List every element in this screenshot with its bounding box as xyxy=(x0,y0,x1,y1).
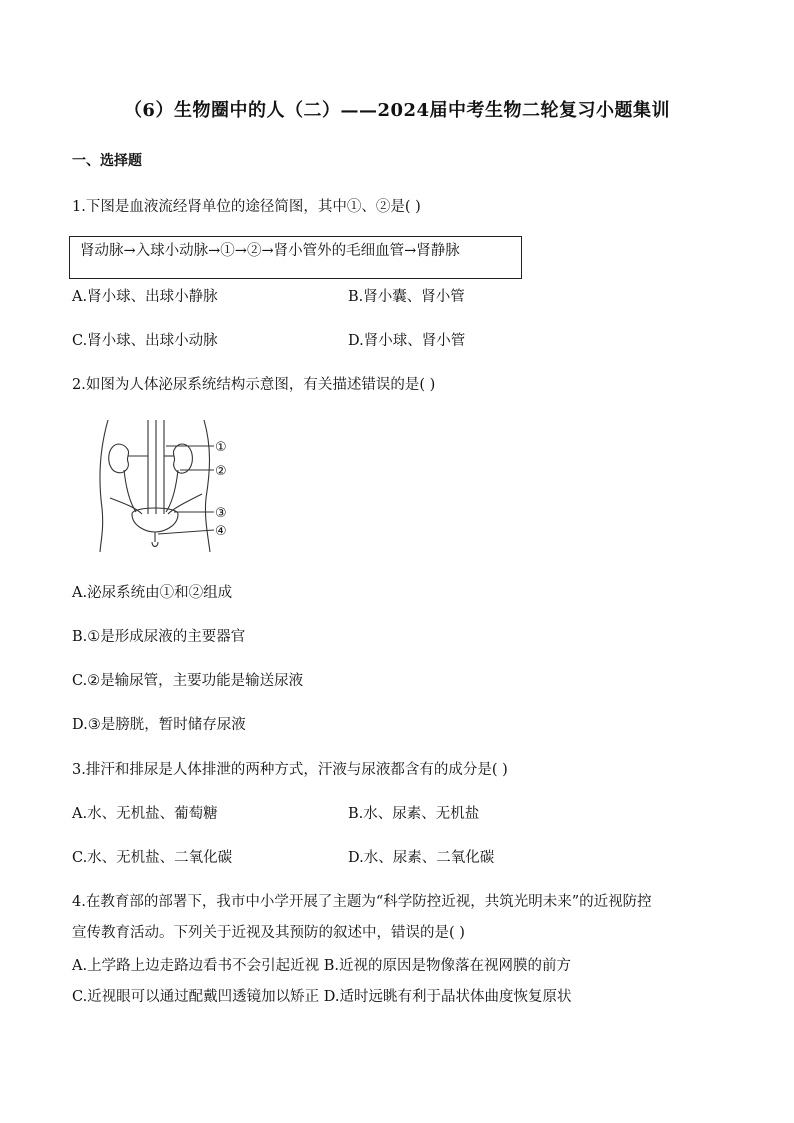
q4-options-line-1[interactable]: A.上学路上边走路边看书不会引起近视 B.近视的原因是物像落在视网膜的前方 xyxy=(72,958,571,974)
q1-option-a[interactable]: A.肾小球、出球小静脉 xyxy=(72,289,218,305)
q1-stem: 1.下图是血液流经肾单位的途径简图，其中①、②是( ) xyxy=(72,199,421,215)
q2-stem: 2.如图为人体泌尿系统结构示意图，有关描述错误的是( ) xyxy=(72,377,436,393)
diagram-label-4: ④ xyxy=(215,524,227,539)
q1-flow-box xyxy=(69,236,522,279)
right-kidney xyxy=(173,444,192,473)
diagram-label-3: ③ xyxy=(215,506,227,521)
q4-stem-line-1: 4.在教育部的部署下，我市中小学开展了主题为“科学防控近视，共筑光明未来”的近视防控 xyxy=(72,894,652,910)
q4-stem-line-2: 宣传教育活动。下列关于近视及其预防的叙述中，错误的是( ) xyxy=(72,925,465,941)
left-kidney xyxy=(109,444,129,473)
q2-option-c[interactable]: C.②是输尿管，主要功能是输送尿液 xyxy=(72,673,304,689)
q3-option-a[interactable]: A.水、无机盐、葡萄糖 xyxy=(72,806,218,822)
right-ureter xyxy=(166,470,178,512)
q2-option-b[interactable]: B.①是形成尿液的主要器官 xyxy=(72,629,246,645)
q1-option-d[interactable]: D.肾小球、肾小管 xyxy=(348,333,466,349)
q3-option-d[interactable]: D.水、尿素、二氧化碳 xyxy=(348,850,495,866)
q2-option-a[interactable]: A.泌尿系统由①和②组成 xyxy=(72,585,233,601)
q1-option-c[interactable]: C.肾小球、出球小动脉 xyxy=(72,333,218,349)
q3-stem: 3.排汗和排尿是人体排泄的两种方式，汗液与尿液都含有的成分是( ) xyxy=(72,762,508,778)
pelvis-left xyxy=(110,498,142,514)
urethra xyxy=(152,532,158,547)
q1-flow-text: 肾动脉→入球小动脉→①→②→肾小管外的毛细血管→肾静脉 xyxy=(80,243,460,259)
q2-option-d[interactable]: D.③是膀胱，暂时储存尿液 xyxy=(72,717,246,733)
urinary-system-diagram xyxy=(96,418,246,554)
diagram-label-1: ① xyxy=(215,440,227,455)
q4-options-line-2[interactable]: C.近视眼可以通过配戴凹透镜加以矫正 D.适时远眺有利于晶状体曲度恢复原状 xyxy=(72,989,572,1005)
torso-right-outline xyxy=(204,420,210,552)
section-heading: 一、选择题 xyxy=(72,153,142,169)
q3-option-b[interactable]: B.水、尿素、无机盐 xyxy=(348,806,480,822)
q1-option-b[interactable]: B.肾小囊、肾小管 xyxy=(348,289,465,305)
label-4-leader xyxy=(158,530,214,534)
page-title: （6）生物圈中的人（二）——2024届中考生物二轮复习小题集训 xyxy=(123,100,671,121)
q3-option-c[interactable]: C.水、无机盐、二氧化碳 xyxy=(72,850,233,866)
torso-left-outline xyxy=(100,420,108,552)
diagram-label-2: ② xyxy=(215,464,227,479)
